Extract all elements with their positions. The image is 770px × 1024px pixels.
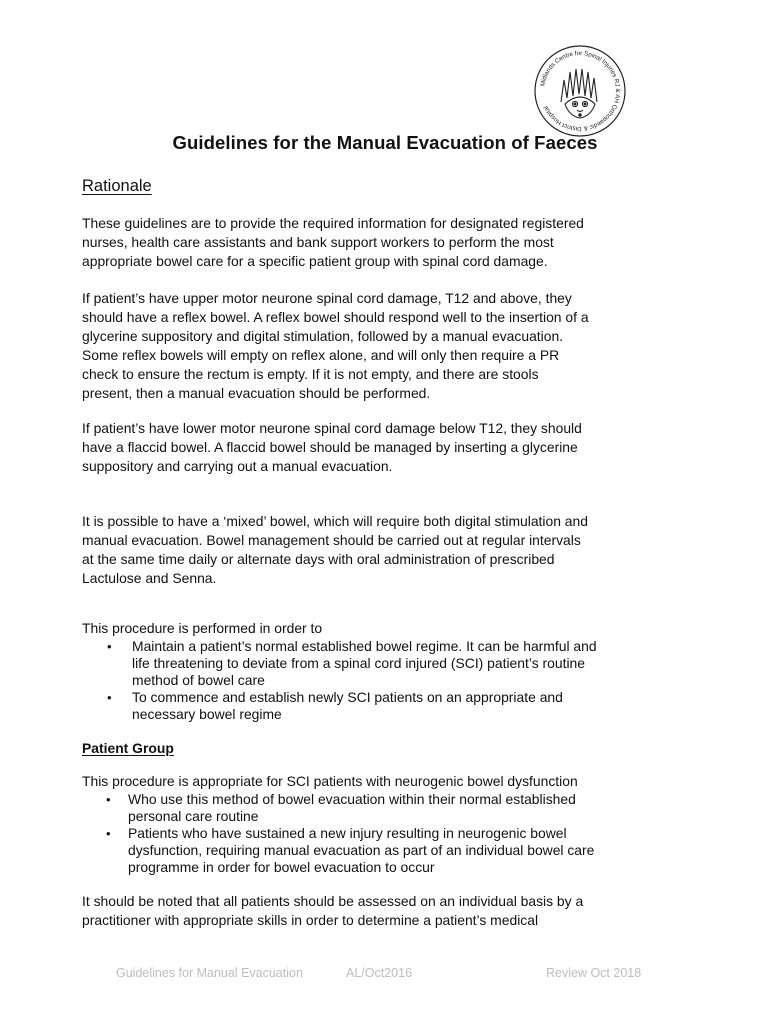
list-item-line: Maintain a patient’s normal established bowel regime. It can be harmful and: [132, 638, 597, 654]
list-item: [107, 689, 563, 723]
list-item: [106, 791, 576, 825]
footer-version: AL/Oct2016: [346, 966, 413, 980]
procedure-intro: This procedure is performed in order to: [82, 620, 323, 636]
paragraph-lower-motor-neurone: [82, 419, 672, 476]
paragraph-mixed-bowel: [82, 512, 672, 588]
list-item-line: Who use this method of bowel evacuation within their normal established: [128, 791, 576, 807]
paragraph-line: Lactulose and Senna.: [82, 570, 217, 586]
paragraph-line: It should be noted that all patients should be assessed on an individual basis by a: [82, 893, 584, 909]
list-item-line: To commence and establish newly SCI patients on an appropriate and: [132, 689, 563, 705]
bullet-icon: •: [106, 826, 111, 841]
paragraph-upper-motor-neurone: [82, 289, 672, 403]
paragraph-line: appropriate bowel care for a specific patient group with spinal cord damage.: [82, 253, 548, 269]
paragraph-line: If patient’s have upper motor neurone spinal cord damage, T12 and above, they: [82, 290, 572, 306]
paragraph-line: suppository and carrying out a manual evacuation.: [82, 458, 393, 474]
paragraph-line: Some reflex bowels will empty on reflex alone, and will only then require a PR: [82, 347, 560, 363]
list-item-line: life threatening to deviate from a spinal cord injured (SCI) patient’s routine: [132, 655, 585, 671]
patient-group-heading: Patient Group: [82, 740, 174, 756]
list-item: [106, 825, 595, 876]
paragraph-line: check to ensure the rectum is empty. If it is not empty, and there are stools: [82, 366, 539, 382]
paragraph-line: present, then a manual evacuation should be performed.: [82, 385, 431, 401]
paragraph-line: manual evacuation. Bowel management should be carried out at regular intervals: [82, 532, 581, 548]
paragraph-assessment: [82, 892, 672, 930]
paragraph-purpose: [82, 214, 672, 271]
hospital-logo: [533, 44, 627, 138]
list-item-line: personal care routine: [128, 808, 259, 824]
paragraph-line: practitioner with appropriate skills in order to determine a patient’s medical: [82, 912, 539, 928]
bullet-icon: •: [106, 792, 111, 807]
list-item-line: programme in order for bowel evacuation to occur: [128, 859, 435, 875]
footer-review-date: Review Oct 2018: [546, 966, 642, 980]
list-item-line: dysfunction, requiring manual evacuation as part of an individual bowel care: [128, 842, 595, 858]
bullet-icon: •: [107, 639, 112, 654]
bullet-icon: •: [107, 690, 112, 705]
document-title: Guidelines for the Manual Evacuation of Faeces: [172, 132, 598, 153]
paragraph-line: These guidelines are to provide the required information for designated registered: [82, 215, 584, 231]
paragraph-line: at the same time daily or alternate days with oral administration of prescribed: [82, 551, 555, 567]
footer-document-name: Guidelines for Manual Evacuation: [116, 966, 303, 980]
paragraph-line: If patient’s have lower motor neurone spinal cord damage below T12, they should: [82, 420, 582, 436]
paragraph-line: glycerine suppository and digital stimulation, followed by a manual evacuation.: [82, 328, 564, 344]
hedgehog-icon: [561, 69, 597, 118]
list-item: [107, 638, 597, 689]
paragraph-line: have a flaccid bowel. A flaccid bowel should be managed by inserting a glycerine: [82, 439, 578, 455]
list-item-line: Patients who have sustained a new injury resulting in neurogenic bowel: [128, 825, 567, 841]
list-item-line: necessary bowel regime: [132, 706, 282, 722]
paragraph-line: It is possible to have a ‘mixed’ bowel, which will require both digital stimulation and: [82, 513, 588, 529]
logo-ring-text: Midlands Centre for Spinal Injuries RJ & AH Orthopaedic & District Hospital: [539, 49, 622, 133]
paragraph-line: should have a reflex bowel. A reflex bowel should respond well to the insertion of a: [82, 309, 589, 325]
patient-group-intro: This procedure is appropriate for SCI patients with neurogenic bowel dysfunction: [82, 773, 578, 789]
paragraph-line: nurses, health care assistants and bank support workers to perform the most: [82, 234, 554, 250]
rationale-heading: Rationale: [82, 177, 152, 195]
list-item-line: method of bowel care: [132, 672, 265, 688]
svg-text:Midlands Centre for Spinal Inj: [539, 50, 621, 132]
